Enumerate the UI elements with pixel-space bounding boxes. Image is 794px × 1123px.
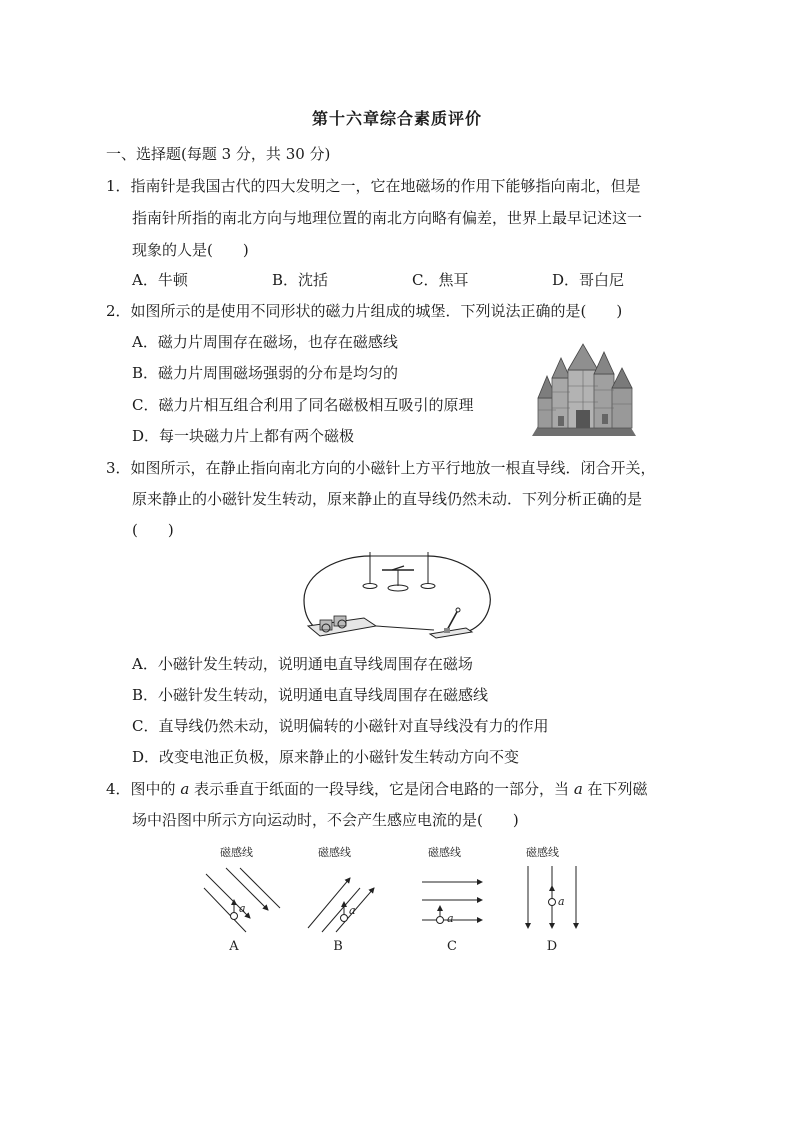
q4-line1-post: 在下列磁 [582,780,648,798]
q3-line1: 3．如图所示，在静止指向南北方向的小磁针上方平行地放一根直导线．闭合开关， [106,459,656,477]
q4-var-a: a [180,780,190,798]
q3-line2: 原来静止的小磁针发生转动，原来静止的直导线仍然未动．下列分析正确的是 [132,490,643,508]
q1-option-d: D．哥白尼 [552,271,625,289]
q4-line1 [106,779,648,799]
figure-a [204,868,280,932]
wire-label-a: a [239,902,246,915]
wire-label-c: a [447,912,454,925]
q3-option-c: C．直导线仍然未动，说明偏转的小磁针对直导线没有力的作用 [132,717,549,735]
figure-d [528,866,576,928]
q2-option-c: C．磁力片相互组合利用了同名磁极相互吸引的原理 [132,396,474,414]
field-label-b: 磁感线 [318,846,351,859]
q1-line2: 指南针所指的南北方向与地理位置的南北方向略有偏差，世界上最早记述这一 [132,209,643,227]
field-label-c: 磁感线 [428,846,461,859]
q4-line1-pre: 4．图中的 [106,780,181,798]
q2-option-d: D．每一块磁力片上都有两个磁极 [132,427,355,445]
q1-line1: 1．指南针是我国古代的四大发明之一，它在地磁场的作用下能够指向南北，但是 [106,177,641,195]
figure-b [308,878,374,932]
section-heading: 一、选择题(每题 3 分，共 30 分) [106,145,331,163]
q2-option-b: B．磁力片周围磁场强弱的分布是均匀的 [132,364,399,382]
q3-option-b: B．小磁针发生转动，说明通电直导线周围存在磁感线 [132,686,489,704]
field-label-d: 磁感线 [526,846,559,859]
caption-c: C [447,939,457,954]
circuit-diagram [300,548,500,642]
caption-b: B [333,939,343,954]
q1-option-c: C．焦耳 [412,271,469,289]
q3-line3: ( ) [132,521,174,539]
caption-d: D [546,939,558,954]
q4-var-a-2: a [573,780,583,798]
q4-line2: 场中沿图中所示方向运动时，不会产生感应电流的是( ) [132,811,519,829]
q2-line1: 2．如图所示的是使用不同形状的磁力片组成的城堡．下列说法正确的是( ) [106,302,623,320]
magnet-castle-image [530,340,638,438]
q4-line1-mid: 表示垂直于纸面的一段导线，它是闭合电路的一部分，当 [189,780,574,798]
magnetic-field-figures [196,840,596,956]
q1-option-b: B．沈括 [272,271,329,289]
q1-option-a: A．牛顿 [132,271,188,289]
q1-line3: 现象的人是( ) [132,241,249,259]
wire-label-d: a [558,895,565,908]
q2-option-a: A．磁力片周围存在磁场，也存在磁感线 [132,333,398,351]
field-label-a: 磁感线 [220,846,253,859]
page-title: 第十六章综合素质评价 [311,109,482,128]
wire-label-b: a [349,904,356,917]
q3-option-a: A．小磁针发生转动，说明通电直导线周围存在磁场 [132,655,473,673]
q3-option-d: D．改变电池正负极，原来静止的小磁针发生转动方向不变 [132,748,520,766]
caption-a: A [229,939,239,954]
